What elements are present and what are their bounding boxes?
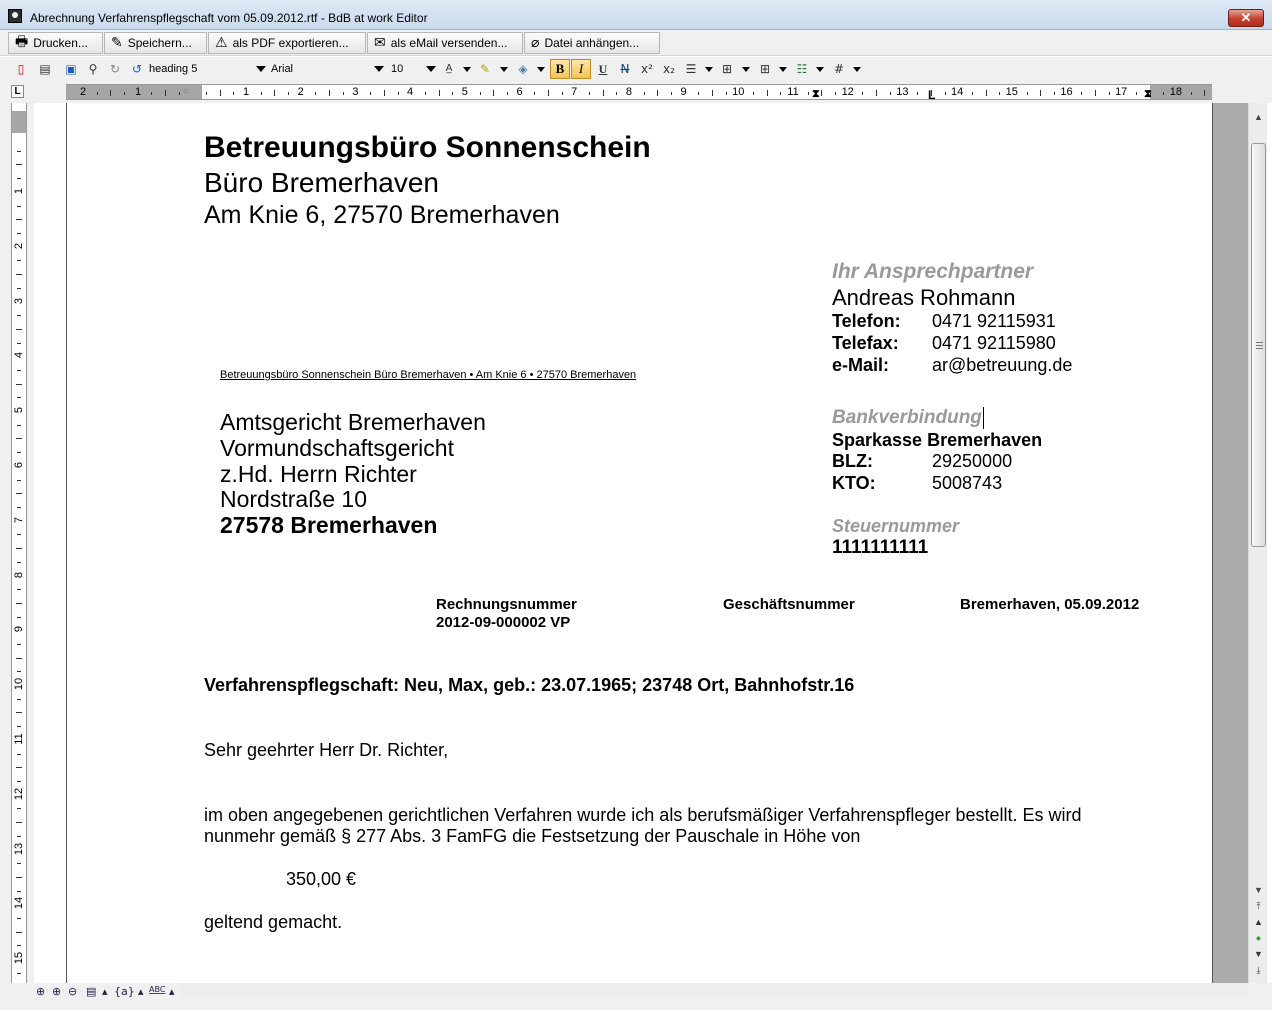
browse-object-icon[interactable]: ●: [1255, 933, 1262, 943]
redo-icon[interactable]: ↻: [109, 62, 121, 76]
ruler-number: 3: [352, 86, 359, 98]
ruler-tick: [17, 644, 21, 645]
ruler-number: 2: [79, 86, 87, 98]
ruler-tick: [1204, 90, 1205, 96]
page-first-icon[interactable]: ⤒: [1256, 901, 1261, 911]
ruler-number: 4: [407, 86, 414, 98]
thumb-grip: [1256, 345, 1263, 346]
ruler-number: 7: [571, 86, 578, 98]
body-line: im oben angegebenen gerichtlichen Verfahren wurde ich als berufsmäßiger Verfahrenspfleger bestellt. Es wird: [204, 805, 1082, 825]
page-setup-icon[interactable]: ▤: [39, 62, 51, 76]
font-size-value: 10: [391, 63, 404, 75]
ruler-tick: [17, 589, 21, 590]
ruler-tick: [17, 726, 21, 727]
ruler-number: 12: [841, 86, 854, 98]
ruler-tick: [17, 452, 21, 453]
ruler-tick: [972, 92, 973, 95]
ruler-number: 10: [732, 86, 745, 98]
ruler-tick: [480, 92, 481, 95]
bank-heading: Bankverbindung: [832, 407, 982, 428]
document-page[interactable]: [66, 103, 1213, 983]
amount: 350,00 €: [286, 869, 357, 889]
attach-file-button[interactable]: [524, 32, 660, 54]
insert-table-icon[interactable]: ⊞: [721, 62, 733, 76]
send-email-button[interactable]: [367, 32, 523, 54]
app-icon: [8, 9, 22, 23]
ruler-tick: [398, 92, 399, 95]
ruler-tick: [17, 370, 21, 371]
ruler-tick: [17, 617, 21, 618]
recipient-line: z.Hd. Herrn Richter: [220, 461, 417, 487]
ruler-number: 15: [13, 952, 25, 965]
triangle-up-icon[interactable]: ▴: [102, 985, 108, 998]
sender-office: Büro Bremerhaven: [204, 167, 440, 198]
scroll-down-icon[interactable]: ▼: [1254, 885, 1263, 895]
ruler-tick: [151, 92, 152, 95]
ruler-tick: [671, 92, 672, 95]
zoom-icon[interactable]: ⊕: [36, 985, 46, 998]
ruler-number: 9: [13, 626, 25, 633]
ruler-tick: [16, 658, 22, 659]
contact-name: Andreas Rohmann: [832, 285, 1016, 310]
ruler-number: 4: [13, 352, 25, 359]
zoom-out-icon[interactable]: ⊖: [68, 985, 78, 998]
ruler-tick: [589, 92, 590, 95]
ruler-tick: [1054, 92, 1055, 95]
ruler-tick: [17, 480, 21, 481]
ruler-number: 14: [950, 86, 964, 98]
ruler-tick: [329, 90, 330, 96]
spellcheck-toggle[interactable]: ABC: [149, 985, 166, 994]
ruler-tick: [17, 288, 21, 289]
ruler-tick: [1163, 92, 1164, 95]
ruler-tick: [862, 92, 863, 95]
font-color-dropdown-icon[interactable]: [463, 67, 471, 72]
ruler-tick: [425, 92, 426, 95]
ruler-number: 7: [13, 516, 25, 523]
tab-type-selector[interactable]: L: [11, 85, 24, 98]
bullet-list-icon[interactable]: ☷: [796, 62, 808, 76]
ruler-number: 3: [13, 297, 25, 304]
send-email-label: als eMail versenden...: [390, 36, 508, 50]
ruler-tick: [17, 671, 21, 672]
email-icon: ✉: [374, 35, 386, 51]
attach-file-label: Datei anhängen...: [544, 36, 640, 50]
find-icon[interactable]: ⚲: [88, 62, 98, 76]
indent-marker[interactable]: ○: [183, 86, 189, 96]
ruler-number: 9: [680, 86, 687, 98]
ruler-tick: [945, 92, 946, 95]
ruler-number: 16: [1060, 86, 1073, 98]
ruler-tick: [17, 343, 21, 344]
ruler-tick: [548, 90, 549, 96]
italic-button[interactable]: I: [571, 59, 591, 79]
ruler-tick: [1191, 92, 1192, 95]
vertical-ruler[interactable]: [11, 103, 27, 983]
highlight-icon[interactable]: ✎: [479, 62, 491, 76]
ruler-tick: [16, 822, 22, 823]
ruler-tick: [16, 274, 22, 275]
action-toolbar: [0, 30, 1272, 56]
ruler-tick: [17, 836, 21, 837]
ruler-tick: [1136, 92, 1137, 95]
kto-value: 5008743: [932, 473, 1003, 493]
fax-label: Telefax:: [832, 333, 899, 353]
strikethrough-button[interactable]: N: [620, 62, 630, 76]
kto-label: KTO:: [832, 473, 876, 493]
ruler-tick: [343, 92, 344, 95]
ruler-tick: [274, 90, 275, 96]
ruler-tick: [16, 493, 22, 494]
ruler-tick: [17, 233, 21, 234]
ruler-tick: [165, 90, 166, 96]
ruler-tick: [220, 90, 221, 96]
ruler-tick: [179, 92, 180, 95]
salutation: Sehr geehrter Herr Dr. Richter,: [204, 740, 449, 760]
font-size-select[interactable]: [388, 60, 438, 78]
blz-label: BLZ:: [832, 451, 873, 471]
paragraph-style-select[interactable]: [146, 60, 268, 78]
superscript-button[interactable]: x²: [641, 62, 653, 76]
printer-icon: 🖶: [15, 34, 29, 50]
scroll-thumb[interactable]: [1251, 143, 1266, 547]
ruler-number: 2: [13, 242, 25, 249]
invoice-label: Rechnungsnummer: [436, 596, 577, 613]
ruler-tick: [17, 397, 21, 398]
page-down-icon[interactable]: ▼: [1254, 949, 1263, 959]
fax-value: 0471 92115980: [932, 333, 1056, 353]
title-bar: [0, 0, 1272, 30]
field-code-toggle[interactable]: {a}: [114, 985, 135, 998]
ruler-tick: [16, 548, 22, 549]
export-pdf-label: als PDF exportieren...: [232, 36, 349, 50]
phone-value: 0471 92115931: [932, 311, 1056, 331]
new-document-icon[interactable]: ▯: [17, 62, 25, 76]
underline-button[interactable]: U: [598, 62, 608, 76]
email-label: e-Mail:: [832, 355, 890, 375]
ruler-number: 10: [13, 678, 25, 691]
ruler-number: 13: [896, 86, 909, 98]
body-line: nunmehr gemäß § 277 Abs. 3 FamFG die Festsetzung der Pauschale in Höhe von: [204, 826, 861, 846]
horizontal-ruler[interactable]: [66, 84, 1212, 100]
ruler-number: 14: [13, 897, 25, 910]
font-family-select[interactable]: [268, 60, 386, 78]
ruler-tick: [17, 945, 21, 946]
ruler-tick: [206, 92, 207, 95]
ruler-tick: [16, 603, 22, 604]
ruler-tick: [17, 973, 21, 974]
ruler-tick: [16, 712, 22, 713]
ruler-number: 15: [1005, 86, 1018, 98]
save-icon: ✎: [111, 35, 123, 51]
thumb-grip: [1256, 342, 1263, 343]
ruler-tick: [17, 781, 21, 782]
export-pdf-button[interactable]: [208, 32, 366, 54]
phone-label: Telefon:: [832, 311, 901, 331]
ruler-tick: [507, 92, 508, 95]
sender-address: Am Knie 6, 27570 Bremerhaven: [204, 201, 560, 229]
fill-color-icon[interactable]: ◈: [518, 62, 528, 76]
ruler-tick: [16, 438, 22, 439]
ruler-number: 11: [13, 733, 25, 745]
font-family-value: Arial: [271, 63, 294, 75]
save-label: Speichern...: [127, 36, 192, 50]
ruler-number: 5: [13, 407, 25, 414]
ruler-tick: [16, 932, 22, 933]
ruler-tick: [17, 260, 21, 261]
return-address-line: Betreuungsbüro Sonnenschein Büro Bremerhaven • Am Knie 6 • 27570 Bremerhaven: [220, 369, 637, 381]
ruler-tick: [97, 92, 98, 95]
page-gutter: [34, 103, 66, 983]
ruler-tick: [1109, 92, 1110, 95]
page-last-icon[interactable]: ⤓: [1256, 965, 1261, 975]
ruler-tick: [1081, 92, 1082, 95]
ruler-tick: [17, 863, 21, 864]
ruler-number: 12: [13, 787, 25, 800]
zoom-in-icon[interactable]: ⊕: [52, 985, 62, 998]
subject-line: Verfahrenspflegschaft: Neu, Max, geb.: 23.07.1965; 23748 Ort, Bahnhofstr.16: [204, 675, 855, 695]
ruler-tick: [562, 92, 563, 95]
ruler-number: 18: [1169, 86, 1183, 98]
recipient-line: Vormundschaftsgericht: [220, 435, 454, 461]
insert-image-icon[interactable]: ▣: [65, 62, 77, 76]
triangle-up-icon[interactable]: ▴: [138, 985, 144, 998]
ruler-tick: [644, 92, 645, 95]
fill-color-dropdown-icon[interactable]: [537, 67, 545, 72]
ruler-tick: [110, 90, 111, 96]
chevron-down-icon: [374, 66, 384, 72]
ruler-tick: [712, 90, 713, 96]
ruler-number: 1: [13, 187, 25, 195]
horizontal-ruler-area: [0, 81, 1272, 103]
ruler-tick: [657, 90, 658, 96]
ruler-tick: [233, 92, 234, 95]
ruler-tick: [726, 92, 727, 95]
undo-icon[interactable]: ↺: [131, 62, 143, 76]
borders-dropdown-icon[interactable]: [779, 67, 787, 72]
borders-icon[interactable]: ⊞: [759, 62, 771, 76]
font-color-icon[interactable]: A̲: [445, 63, 453, 74]
blz-value: 29250000: [932, 451, 1013, 471]
ruler-tick: [17, 534, 21, 535]
ruler-tick: [452, 92, 453, 95]
page-view-icon[interactable]: ▤: [86, 985, 97, 998]
recipient-line: Nordstraße 10: [220, 486, 368, 512]
ruler-tick: [384, 90, 385, 96]
numbering-dropdown-icon[interactable]: [853, 67, 861, 72]
ruler-tick: [986, 90, 987, 96]
highlight-dropdown-icon[interactable]: [500, 67, 508, 72]
ruler-tick: [603, 90, 604, 96]
ruler-tick: [17, 315, 21, 316]
ruler-tick: [767, 90, 768, 96]
closing-line: geltend gemacht.: [204, 912, 343, 932]
horizontal-scrollbar[interactable]: [180, 983, 1248, 997]
subscript-button[interactable]: x₂: [663, 62, 675, 76]
ruler-tick: [780, 92, 781, 95]
align-left-icon[interactable]: ☰: [685, 62, 697, 76]
right-margin-marker[interactable]: ⧗: [1144, 88, 1152, 100]
ruler-tick: [16, 164, 22, 165]
print-label: Drucken...: [33, 36, 88, 50]
ruler-number: 13: [13, 842, 25, 855]
chevron-down-icon: [256, 66, 266, 72]
ruler-tick: [124, 92, 125, 95]
recipient-line: Amtsgericht Bremerhaven: [220, 409, 486, 435]
status-bar: [0, 983, 1272, 1010]
tax-value: 1111111111: [832, 537, 929, 558]
tab-stop-marker[interactable]: L: [928, 88, 936, 102]
tax-heading: Steuernummer: [832, 516, 960, 536]
ruler-tick: [17, 151, 21, 152]
ruler-number: 17: [1115, 86, 1128, 98]
list-dropdown-icon[interactable]: [816, 67, 824, 72]
right-indent-marker[interactable]: ⧗: [812, 88, 820, 100]
bank-name: Sparkasse Bremerhaven: [832, 430, 1043, 450]
ruler-tick: [534, 92, 535, 95]
ruler-tick: [17, 918, 21, 919]
ruler-tick: [16, 767, 22, 768]
ruler-tick: [698, 92, 699, 95]
ruler-tick: [17, 425, 21, 426]
pdf-icon: ⚠: [215, 35, 228, 51]
ruler-tick: [17, 562, 21, 563]
ruler-tick: [616, 92, 617, 95]
print-button[interactable]: [8, 32, 103, 54]
align-dropdown-icon[interactable]: [705, 67, 713, 72]
ruler-tick: [288, 92, 289, 95]
ruler-tick: [261, 92, 262, 95]
ruler-number: 1: [242, 86, 250, 98]
chevron-down-icon: [426, 66, 436, 72]
ruler-tick: [439, 90, 440, 96]
ruler-tick: [890, 92, 891, 95]
ruler-tick: [16, 329, 22, 330]
format-toolbar: [0, 57, 1272, 81]
vertical-ruler-area: [0, 103, 34, 983]
ruler-number: 11: [787, 86, 799, 98]
ruler-number: 2: [297, 86, 304, 98]
contact-heading: Ihr Ansprechpartner: [832, 260, 1034, 283]
numbering-button[interactable]: #: [833, 62, 845, 76]
ruler-number: 1: [134, 86, 142, 98]
ruler-tick: [753, 92, 754, 95]
paperclip-icon: ⌀: [531, 35, 540, 51]
business-label: Geschäftsnummer: [723, 596, 855, 613]
ruler-tick: [917, 92, 918, 95]
top-margin-area: [12, 111, 26, 133]
save-button[interactable]: [104, 32, 207, 54]
ruler-tick: [1027, 92, 1028, 95]
window-title: Abrechnung Verfahrenspflegschaft vom 05.09.2012.rtf - BdB at work Editor: [30, 11, 428, 25]
ruler-tick: [315, 92, 316, 95]
ruler-number: 5: [461, 86, 468, 98]
bold-button[interactable]: B: [550, 59, 570, 79]
ruler-tick: [16, 877, 22, 878]
ruler-tick: [17, 808, 21, 809]
close-button[interactable]: ✕: [1228, 9, 1264, 27]
ruler-tick: [493, 90, 494, 96]
ruler-tick: [370, 92, 371, 95]
email-value: ar@betreuung.de: [932, 355, 1073, 375]
ruler-number: 6: [516, 86, 523, 98]
ruler-tick: [17, 891, 21, 892]
ruler-tick: [17, 178, 21, 179]
vertical-scrollbar[interactable]: [1248, 103, 1267, 983]
ruler-tick: [835, 92, 836, 95]
paragraph-style-value: heading 5: [149, 63, 198, 75]
ruler-tick: [999, 92, 1000, 95]
ruler-tick: [17, 699, 21, 700]
invoice-number: 2012-09-000002 VP: [436, 614, 571, 631]
ruler-tick: [16, 219, 22, 220]
table-dropdown-icon[interactable]: [742, 67, 750, 72]
place-date: Bremerhaven, 05.09.2012: [960, 596, 1140, 613]
thumb-grip: [1256, 348, 1263, 349]
ruler-tick: [876, 90, 877, 96]
ruler-tick: [1040, 90, 1041, 96]
ruler-tick: [821, 90, 822, 96]
page-up-icon[interactable]: ▲: [1254, 917, 1263, 927]
ruler-number: 8: [13, 571, 25, 578]
ruler-tick: [17, 507, 21, 508]
recipient-line: 27578 Bremerhaven: [220, 512, 438, 538]
ruler-tick: [17, 754, 21, 755]
ruler-number: 8: [625, 86, 632, 98]
scroll-up-icon[interactable]: ▲: [1254, 112, 1263, 122]
ruler-number: 6: [13, 461, 25, 469]
triangle-up-icon[interactable]: ▴: [169, 985, 175, 998]
ruler-tick: [1095, 90, 1096, 96]
sender-name: Betreuungsbüro Sonnenschein: [204, 131, 651, 164]
ruler-tick: [808, 92, 809, 95]
ruler-tick: [16, 384, 22, 385]
ruler-tick: [17, 206, 21, 207]
